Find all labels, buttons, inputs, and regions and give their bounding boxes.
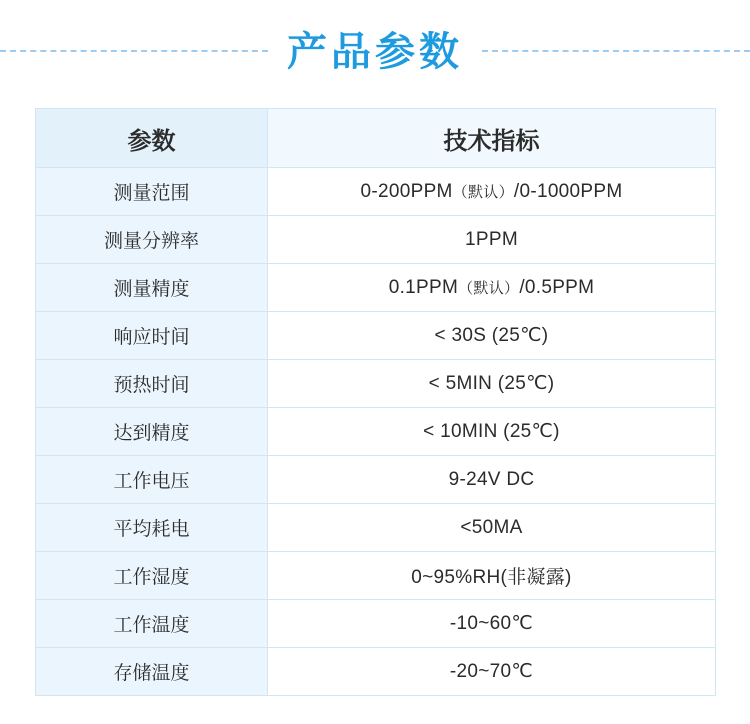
spec-value-main: < 5MIN (25℃) <box>428 373 555 394</box>
spec-parameter-cell: 工作温度 <box>36 600 268 648</box>
spec-value-tail: /0-1000PPM <box>513 180 623 202</box>
spec-value-cell <box>268 360 716 408</box>
spec-value-main: 0-200PPM <box>360 180 453 202</box>
table-row <box>36 360 716 408</box>
spec-value-main: 0~95%RH(非凝露) <box>411 567 572 588</box>
spec-value-cell <box>268 216 716 264</box>
table-row <box>36 168 716 216</box>
title-band <box>0 0 750 96</box>
spec-value-cell <box>268 456 716 504</box>
table-row <box>36 216 716 264</box>
spec-value-main: <50MA <box>460 516 523 538</box>
table-row <box>36 600 716 648</box>
spec-value-note: （默认） <box>458 279 520 297</box>
spec-value-cell <box>268 600 716 648</box>
spec-parameter-cell: 测量范围 <box>36 168 268 216</box>
table-header-row <box>36 109 716 168</box>
spec-table-head <box>36 109 716 168</box>
column-header-parameter: 参数 <box>36 109 268 168</box>
spec-value-main: < 30S (25℃) <box>434 325 549 346</box>
spec-table-body <box>36 168 716 696</box>
spec-parameter-cell: 测量分辨率 <box>36 216 268 264</box>
divider-left <box>0 50 268 52</box>
spec-value-cell <box>268 648 716 696</box>
page-title: 产品参数 <box>269 20 481 77</box>
table-row <box>36 456 716 504</box>
table-row <box>36 408 716 456</box>
table-row <box>36 312 716 360</box>
spec-value-cell <box>268 312 716 360</box>
spec-parameter-cell: 工作电压 <box>36 456 268 504</box>
spec-table-wrapper <box>35 108 715 696</box>
spec-value-main: -20~70℃ <box>449 661 534 682</box>
table-row <box>36 552 716 600</box>
spec-value-cell <box>268 264 716 312</box>
spec-parameter-cell: 响应时间 <box>36 312 268 360</box>
spec-value-note: （默认） <box>452 183 514 201</box>
spec-value-cell <box>268 552 716 600</box>
spec-value-cell <box>268 504 716 552</box>
spec-parameter-cell: 存储温度 <box>36 648 268 696</box>
spec-value-main: 1PPM <box>465 228 518 250</box>
table-row <box>36 264 716 312</box>
spec-value-main: -10~60℃ <box>449 613 534 634</box>
spec-table <box>35 108 716 696</box>
table-row <box>36 648 716 696</box>
spec-value-main: 0.1PPM <box>388 276 459 298</box>
spec-value-main: 9-24V DC <box>448 468 535 490</box>
spec-parameter-cell: 平均耗电 <box>36 504 268 552</box>
spec-parameter-cell: 工作湿度 <box>36 552 268 600</box>
spec-value-cell <box>268 168 716 216</box>
spec-value-main: < 10MIN (25℃) <box>423 421 560 442</box>
spec-value-cell <box>268 408 716 456</box>
divider-right <box>482 50 750 52</box>
spec-parameter-cell: 测量精度 <box>36 264 268 312</box>
spec-parameter-cell: 预热时间 <box>36 360 268 408</box>
spec-parameter-cell: 达到精度 <box>36 408 268 456</box>
table-row <box>36 504 716 552</box>
column-header-specification: 技术指标 <box>268 109 716 168</box>
spec-value-tail: /0.5PPM <box>519 276 595 298</box>
